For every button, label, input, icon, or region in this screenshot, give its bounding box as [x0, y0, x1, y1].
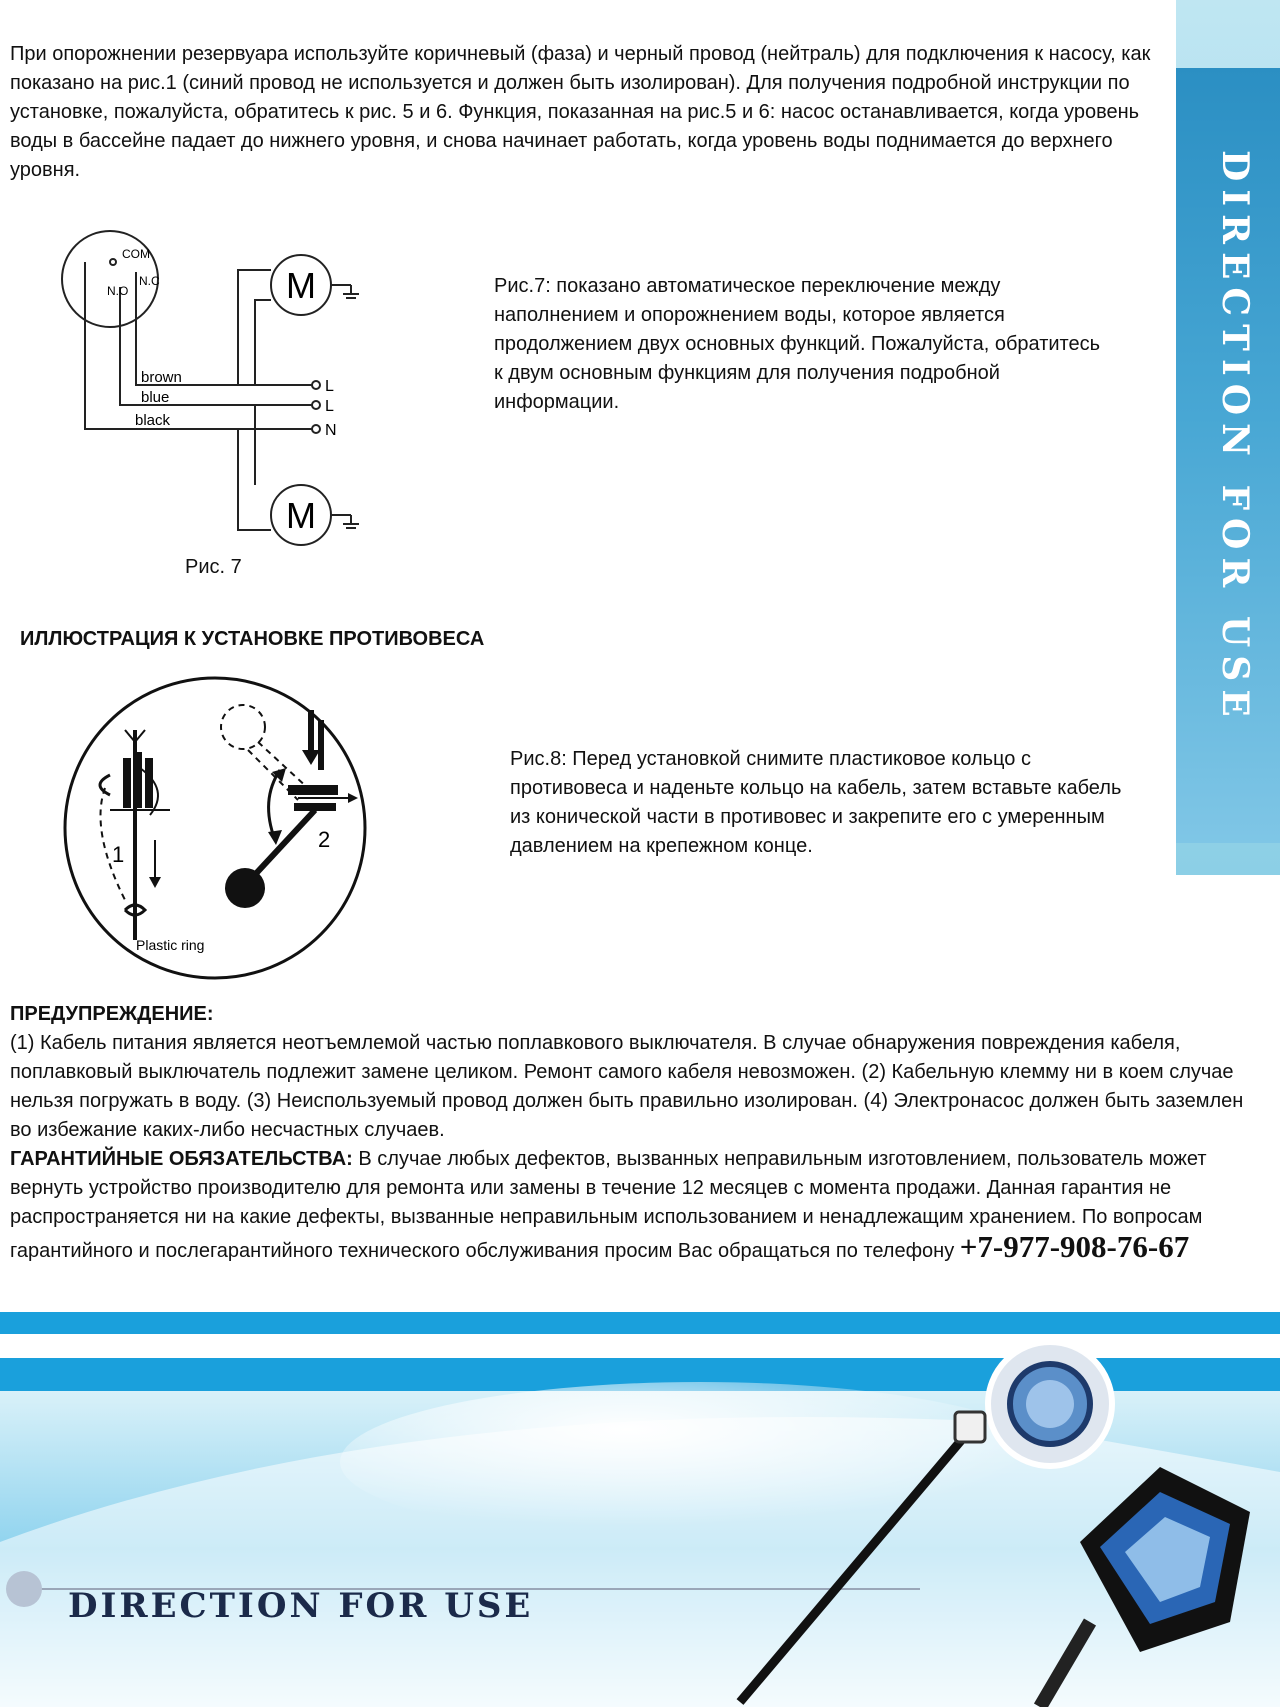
terminal-n [312, 425, 320, 433]
warning-text: (1) Кабель питания является неотъемлемой частью поплавкового выключателя. В случае обнаружения повреждения кабеля, поплавковый выключатель подлежит замене целиком. Ремонт самого кабеля невозможен. (2) Кабельную клемму ни в коем случае нельзя погружать в воду. (3) Неиспользуемый провод должен быть правильно изолирован. (4) Электронасос должен быть заземлен во избежание каких-либо несчастных случаев. [10, 1032, 1244, 1141]
fig7-com-label: COM [122, 247, 150, 261]
terminal-l1 [312, 381, 320, 389]
fig8-caption: Рис.8: Перед установкой снимите пластиковое кольцо с противовеса и наденьте кольцо на кабель, затем вставьте кабель из конической части в противовес и закрепите его с умеренным давлением на крепежном конце. [510, 748, 1122, 857]
fig7-blue-label: blue [141, 389, 170, 406]
guarantee-title: ГАРАНТИЙНЫЕ ОБЯЗАТЕЛЬСТВА: [10, 1148, 353, 1170]
fig8-counterweight-diagram [50, 670, 390, 990]
fig7-brown-label: brown [141, 369, 182, 386]
warning-title: ПРЕДУПРЕЖДЕНИЕ: [10, 1003, 214, 1025]
counterweight-section-title: ИЛЛЮСТРАЦИЯ К УСТАНОВКЕ ПРОТИВОВЕСА [20, 628, 485, 650]
guarantee-text: В случае любых дефектов, вызванных неправильным изготовлением, пользователь может вернуть устройство производителю для ремонта или замены в течение 12 месяцев с момента продажи. Данная гарантия не распространяется ни на какие дефекты, вызванные неправильным использованием и ненадлежащим хранением. По вопросам гарантийного и послегарантийного технического обслуживания просим Вас обращаться по телефону [10, 1148, 1207, 1262]
warning-block [10, 1000, 1250, 1266]
footer-title: DIRECTION FOR USE [68, 1586, 534, 1626]
fig7-wiring-diagram [55, 222, 385, 552]
fig7-motor-bottom-label: M [286, 495, 316, 536]
fig7-terminal-l1-label: L [325, 378, 334, 395]
fig8-step1-label: 1 [112, 842, 125, 867]
phone-number: +7-977-908-76-67 [959, 1229, 1190, 1264]
fig7-no-label: N.O [107, 284, 129, 298]
intro-paragraph: При опорожнении резервуара используйте коричневый (фаза) и черный провод (нейтраль) для подключения к насосу, как показано на рис.1 (синий провод не используется и должен быть изолирован). Для получения подробной инструкции по установке, пожалуйста, обратитесь к рис. 5 и 6. Функция, показанная на рис.5 и 6: насос останавливается, когда уровень воды в бассейне падает до нижнего уровня, и снова начинает работать, когда уровень воды поднимается до верхнего уровня. [10, 43, 1151, 181]
fig7-black-label: black [135, 412, 171, 429]
side-title: DIRECTION FOR USE [1214, 150, 1256, 725]
fig7-motor-top-label: M [286, 265, 316, 306]
terminal-l2 [312, 401, 320, 409]
fig7-nc-label: N.C [139, 274, 160, 288]
fig7-caption: Рис.7: показано автоматическое переключение между наполнением и опорожнением воды, которое является продолжением двух основных функций. Пожалуйста, обратитесь к двум основным функциям для получения подробной информации. [494, 275, 1101, 413]
bottom-decoration [0, 1312, 1280, 1707]
fig8-ring-label: Plastic ring [136, 937, 205, 953]
fig7-label: Рис. 7 [185, 556, 242, 578]
fig7-terminal-n-label: N [325, 422, 337, 439]
fig8-step2-label: 2 [318, 827, 331, 852]
fig7-terminal-l2-label: L [325, 398, 334, 415]
